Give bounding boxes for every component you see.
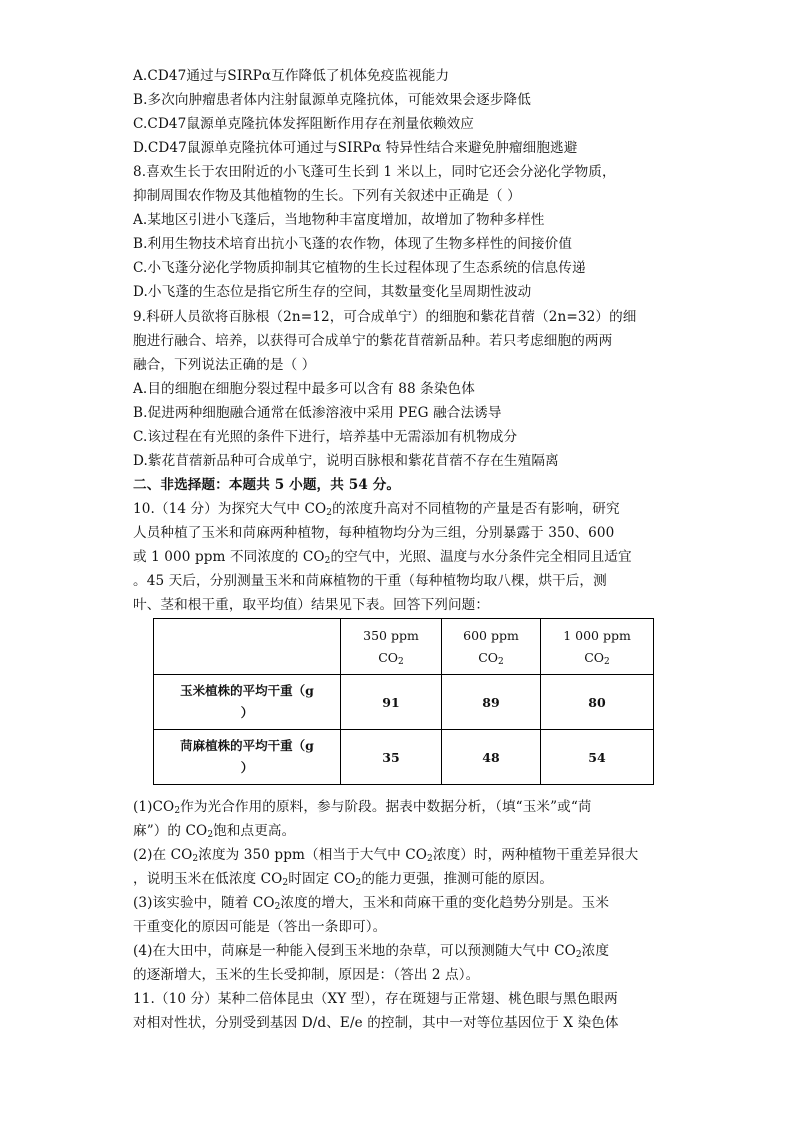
row-label: 苘麻植株的平均干重（g ） — [154, 730, 341, 785]
table-cell: 89 — [442, 675, 541, 730]
header-concentration: 350 ppm — [363, 627, 419, 643]
q10-part1-line2: 麻”）的 $CO_2$饱和点更高。 — [133, 823, 296, 840]
table-header-cell — [541, 619, 654, 675]
table-cell: 48 — [442, 730, 541, 785]
q8-option-d: D.小飞蓬的生态位是指它所生存的空间，其数量变化呈周期性波动 — [133, 284, 532, 300]
table-cell: 91 — [341, 675, 442, 730]
q10-part4-line2: 的逐渐增大，玉米的生长受抑制，原因是：（答出 2 点）。 — [133, 967, 480, 983]
q8-stem-line2: 抑制周围农作物及其他植物的生长。下列有关叙述中正确是（ ） — [133, 188, 521, 204]
q11-stem-line1: 11.（10 分）某种二倍体昆虫（XY 型），存在斑翅与正常翅、桃色眼与黑色眼两 — [133, 991, 618, 1007]
q9-stem-line3: 融合，下列说法正确的是（ ） — [133, 357, 316, 373]
q10-part3-line2: 干重变化的原因可能是（答出一条即可）。 — [133, 919, 387, 935]
table-row — [154, 675, 654, 730]
q7-option-d: D.CD47鼠源单克隆抗体可通过与SIRPα 特异性结合来避免肿瘤细胞逃避 — [133, 140, 578, 156]
q11-stem-line2: 对相对性状，分别受到基因 D/d、E/e 的控制，其中一对等位基因位于 X 染色体 — [133, 1015, 619, 1031]
header-unit: $CO_2$ — [478, 649, 504, 667]
q9-stem-line2: 胞进行融合、培养，以获得可合成单宁的紫花苜蓿新品种。若只考虑细胞的两两 — [133, 333, 613, 349]
q7-option-a: A.CD47通过与SIRPα互作降低了机体免疫监视能力 — [133, 68, 450, 84]
q10-l1-text-b: 的浓度升高对不同植物的产量是否有影响，研究 — [332, 501, 620, 517]
subscript-2: 2 — [324, 556, 331, 566]
table-header-row — [154, 619, 654, 675]
q9-option-d: D.紫花苜蓿新品种可合成单宁，说明百脉根和紫花苜蓿不存在生殖隔离 — [133, 453, 559, 469]
q10-part4-line1: (4)在大田中，苘麻是一种能入侵到玉米地的杂草，可以预测随大气中 $CO_2$浓度 — [133, 943, 610, 960]
q10-part3-line1: (3)该实验中，随着 $CO_2$浓度的增大，玉米和苘麻干重的变化趋势分别是。玉米 — [133, 895, 610, 912]
table-header-cell — [341, 619, 442, 675]
q8-option-a: A.某地区引进小飞蓬后，当地物种丰富度增加，故增加了物种多样性 — [133, 212, 545, 228]
table-cell: 80 — [541, 675, 654, 730]
q9-option-a: A.目的细胞在细胞分裂过程中最多可以含有 88 条染色体 — [133, 381, 475, 397]
q7-option-b: B.多次向肿瘤患者体内注射鼠源单克隆抗体，可能效果会逐步降低 — [133, 92, 531, 108]
q8-option-c: C.小飞蓬分泌化学物质抑制其它植物的生长过程体现了生态系统的信息传递 — [133, 260, 586, 276]
q8-stem-line1: 8.喜欢生长于农田附近的小飞蓬可生长到 1 米以上，同时它还会分泌化学物质， — [133, 164, 616, 180]
q8-option-b: B.利用生物技术培育出抗小飞蓬的农作物，体现了生物多样性的间接价值 — [133, 236, 573, 252]
q10-stem-line3 — [133, 547, 632, 567]
q9-stem-line1: 9.科研人员欲将百脉根（2n=12，可合成单宁）的细胞和紫花苜蓿（2n=32）的细 — [133, 309, 637, 325]
table-row — [154, 730, 654, 785]
header-unit: $CO_2$ — [378, 649, 404, 667]
q10-part2-line2: ，说明玉米在低浓度 $CO_2$时固定 $CO_2$的能力更强，推测可能的原因。 — [133, 871, 554, 888]
table-cell: 35 — [341, 730, 442, 785]
section-heading: 二、非选择题：本题共 5 小题，共 54 分。 — [133, 477, 401, 493]
q10-stem-line5: 叶、茎和根干重，取平均值）结果见下表。回答下列问题： — [133, 597, 490, 613]
header-concentration: 600 ppm — [463, 627, 519, 643]
q10-stem-line1 — [133, 499, 620, 519]
q10-part1-line1: $(1)CO_2$作为光合作用的原料，参与阶段。据表中数据分析，（填“玉米”或“苘 — [133, 799, 592, 816]
header-unit: $CO_2$ — [584, 649, 610, 667]
table-cell: 54 — [541, 730, 654, 785]
q10-l1-text-a: 10.（14 分）为探究大气中 CO — [133, 501, 327, 517]
subscript-2: 2 — [326, 508, 333, 518]
q10-stem-line4: 。45 天后，分别测量玉米和苘麻植物的干重（每种植物均取八棵，烘干后，测 — [133, 573, 607, 589]
co2-dry-weight-table — [153, 618, 654, 785]
row-label: 玉米植株的平均干重（g ） — [154, 675, 341, 730]
q9-option-c: C.该过程在有光照的条件下进行，培养基中无需添加有机物成分 — [133, 429, 518, 445]
q10-l3-text-b: 的空气中，光照、温度与水分条件完全相同且适宜 — [330, 549, 632, 565]
q10-l3-text-a: 或 1 000 ppm 不同浓度的 CO — [133, 549, 325, 565]
q10-part2-line1: (2)在 $CO_2$浓度为 350 ppm（相当于大气中 $CO_2$浓度）时，两种植物干重差异很大 — [133, 847, 639, 864]
table-header-cell — [442, 619, 541, 675]
q7-option-c: C.CD47鼠源单克隆抗体发挥阻断作用存在剂量依赖效应 — [133, 116, 475, 132]
table-corner-cell — [154, 619, 341, 675]
q10-stem-line2: 人员种植了玉米和苘麻两种植物，每种植物均分为三组，分别暴露于 350、600 — [133, 525, 615, 541]
q9-option-b: B.促进两种细胞融合通常在低渗溶液中采用 PEG 融合法诱导 — [133, 405, 502, 421]
header-concentration: 1 000 ppm — [563, 627, 631, 643]
